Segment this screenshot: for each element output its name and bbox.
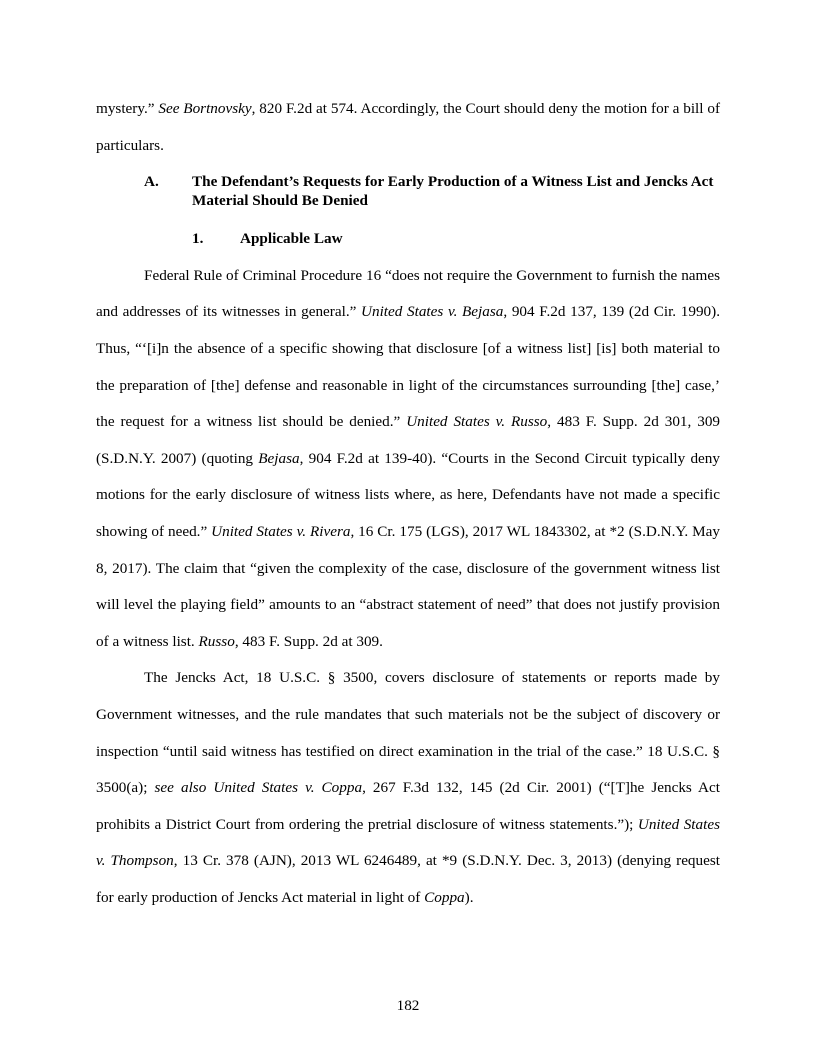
case-citation: Russo xyxy=(198,632,235,650)
spacer xyxy=(96,164,720,172)
text-run: , 483 F. Supp. 2d at 309. xyxy=(234,632,383,650)
paragraph-jencks xyxy=(96,660,720,916)
text-run: ). xyxy=(464,888,474,906)
subsection-title: Applicable Law xyxy=(240,230,343,248)
section-heading-a xyxy=(96,172,720,210)
text-run: , 267 F.3d 132, 145 (2d Cir. 2001) (“[T]he Jencks Act prohibits a District Court from ordering the pretrial disclosure of witness statements.”); xyxy=(96,779,720,833)
section-title: The Defendant’s Requests for Early Production of a Witness List and Jencks Act Material Should Be Denied xyxy=(192,173,714,210)
case-citation: United States v. Bejasa xyxy=(361,303,504,321)
case-citation: United States v. Thompson xyxy=(96,815,720,870)
text-run: , 904 F.2d at 139-40). “Courts in the Second Circuit typically deny motions for the early disclosure of witness lists where, as here, Defendants have not made a specific showing of need.” xyxy=(96,449,720,540)
text-run: , 904 F.2d 137, 139 (2d Cir. 1990). Thus, “‘[i]n the absence of a specific showing that disclosure [of a witness list] [is] both material to the preparation of [the] defense and reasonable in light of the circumstances surrounding [the] case,’ the request for a witness list should be denied.” xyxy=(96,303,720,431)
case-citation: United States v. Rivera xyxy=(211,522,351,540)
case-citation: Coppa xyxy=(424,888,465,906)
document-page xyxy=(96,91,720,916)
paragraph-intro xyxy=(96,91,720,164)
spacer xyxy=(96,210,720,221)
case-citation: Bejasa xyxy=(258,449,300,467)
subsection-label: 1. xyxy=(192,230,204,248)
section-label: A. xyxy=(144,173,159,191)
paragraph-rule16 xyxy=(96,258,720,661)
text-run: Federal Rule of Criminal Procedure 16 “does not require the Government to furnish the names and addresses of its witnesses in general.” xyxy=(96,266,720,321)
text-run: , 820 F.2d at 574. Accordingly, the Court should deny the motion for a bill of particulars. xyxy=(96,100,721,154)
text-run: , 16 Cr. 175 (LGS), 2017 WL 1843302, at *2 (S.D.N.Y. May 8, 2017). The claim that “given the complexity of the case, disclosure of the government witness list will level the playing field” amounts to an “abstract statement of need” that does not justify provision of a witness list. xyxy=(96,522,720,650)
text-run: , 13 Cr. 378 (AJN), 2013 WL 6246489, at *9 (S.D.N.Y. Dec. 3, 2013) (denying request for early production of Jencks Act material in light of xyxy=(96,852,720,906)
case-citation: see also United States v. Coppa xyxy=(154,779,363,797)
case-citation: See Bortnovsky xyxy=(158,100,252,117)
case-citation: United States v. Russo xyxy=(406,413,548,431)
page-number: 182 xyxy=(396,997,420,1014)
text-run: , 483 F. Supp. 2d 301, 309 (S.D.N.Y. 2007) (quoting xyxy=(96,413,721,467)
text-run: The Jencks Act, 18 U.S.C. § 3500, covers disclosure of statements or reports made by Government witnesses, and the rule mandates that such materials not be the subject of discovery or inspection “until said witness has testified on direct examination in the trial of the case.” 18 U.S.C. § 3500(a); xyxy=(96,669,720,797)
text-run: mystery.” xyxy=(96,100,159,117)
subsection-heading-1 xyxy=(96,221,720,258)
